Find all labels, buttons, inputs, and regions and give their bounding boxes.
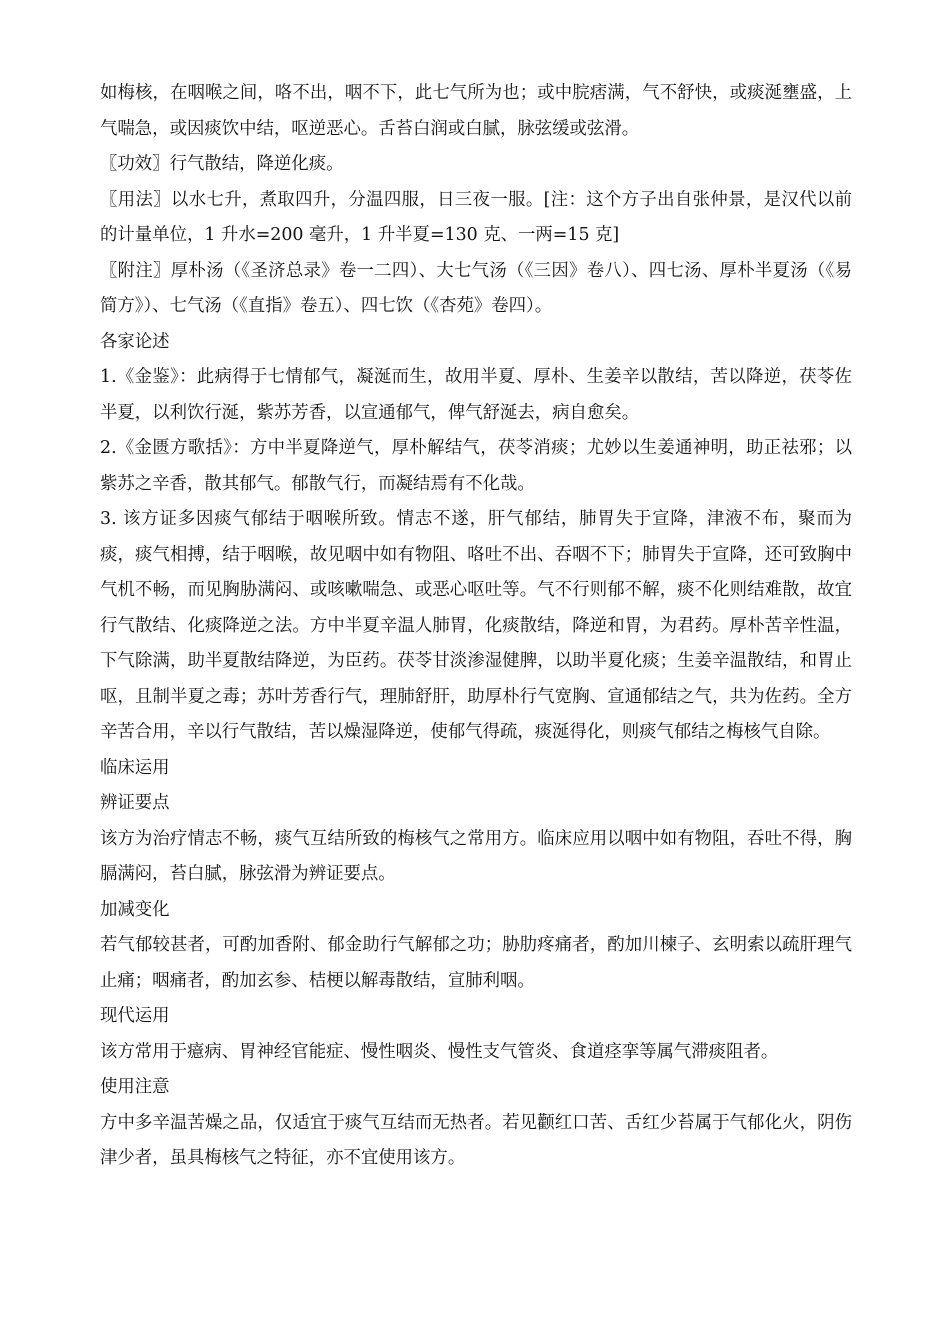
usage-paragraph: 〖用法〗以水七升，煮取四升，分温四服，日三夜一服。[注：这个方子出自张仲景，是汉代以前的计量单位，1 升水=200 毫升，1 升半夏=130 克、一两=15 克] bbox=[100, 189, 852, 245]
efficacy-paragraph: 〖功效〗行气散结，降逆化痰。 bbox=[100, 154, 344, 174]
commentary-item-1: 1.《金鉴》：此病得于七情郁气，凝涎而生，故用半夏、厚朴、生姜辛以散结，苦以降逆，茯苓佐半夏，以利饮行涎，紫苏芳香，以宣通郁气，俾气舒涎去，病自愈矣。 bbox=[100, 367, 852, 423]
modern-use-paragraph: 该方常用于癔病、胃神经官能症、慢性咽炎、慢性支气管炎、食道痉挛等属气滞痰阻者。 bbox=[100, 1041, 779, 1062]
subheading-modification: 加减变化 bbox=[100, 899, 170, 920]
commentary-item-2: 2.《金匮方歌括》：方中半夏降逆气，厚朴解结气，茯苓消痰；尤妙以生姜通神明，助正祛邪；以紫苏之辛香，散其郁气。郁散气行，而凝结焉有不化哉。 bbox=[100, 438, 852, 494]
section-heading-commentary: 各家论述 bbox=[100, 331, 170, 352]
symptom-paragraph: 如梅核，在咽喉之间，咯不出，咽不下，此七气所为也；或中脘痞满，气不舒快，或痰涎壅盛，上气喘急，或因痰饮中结，呕逆恶心。舌苔白润或白腻，脉弦缓或弦滑。 bbox=[100, 83, 852, 139]
subheading-diagnosis: 辨证要点 bbox=[100, 793, 170, 813]
section-heading-clinical: 临床运用 bbox=[100, 757, 170, 778]
appendix-paragraph: 〖附注〗厚朴汤（《圣济总录》卷一二四）、大七气汤（《三因》卷八）、四七汤、厚朴半夏汤（《易简方》）、七气汤（《直指》卷五）、四七饮（《杏苑》卷四）。 bbox=[100, 260, 852, 316]
subheading-precautions: 使用注意 bbox=[100, 1077, 170, 1097]
document-page bbox=[100, 76, 852, 1177]
commentary-item-3: 3. 该方证多因痰气郁结于咽喉所致。情志不遂，肝气郁结，肺胃失于宣降，津液不布，聚而为痰，痰气相搏，结于咽喉，故见咽中如有物阻、咯吐不出、吞咽不下；肺胃失于宣降，还可致胸中气机不畅，而见胸胁满闷、或咳嗽喘急、或恶心呕吐等。气不行则郁不解，痰不化则结难散，故宜行气散结、化痰降逆之法。方中半夏辛温人肺胃，化痰散结，降逆和胃，为君药。厚朴苦辛性温，下气除满，助半夏散结降逆，为臣药。茯苓甘淡渗湿健脾，以助半夏化痰；生姜辛温散结，和胃止呕，且制半夏之毒；苏叶芳香行气，理肺舒肝，助厚朴行气宽胸、宣通郁结之气，共为佐药。全方辛苦合用，辛以行气散结，苦以燥湿降逆，使郁气得疏，痰涎得化，则痰气郁结之梅核气自除。 bbox=[100, 509, 852, 742]
precautions-paragraph: 方中多辛温苦燥之品，仅适宜于痰气互结而无热者。若见颧红口苦、舌红少苔属于气郁化火，阴伤津少者，虽具梅核气之特征，亦不宜使用该方。 bbox=[100, 1112, 852, 1168]
modification-paragraph: 若气郁较甚者，可酌加香附、郁金助行气解郁之功；胁肋疼痛者，酌加川楝子、玄明索以疏肝理气止痛；咽痛者，酌加玄参、桔梗以解毒散结，宣肺利咽。 bbox=[100, 935, 852, 991]
diagnosis-paragraph: 该方为治疗情志不畅，痰气互结所致的梅核气之常用方。临床应用以咽中如有物阻，吞吐不得，胸膈满闷，苔白腻，脉弦滑为辨证要点。 bbox=[100, 828, 852, 884]
subheading-modern-use: 现代运用 bbox=[100, 1006, 170, 1026]
